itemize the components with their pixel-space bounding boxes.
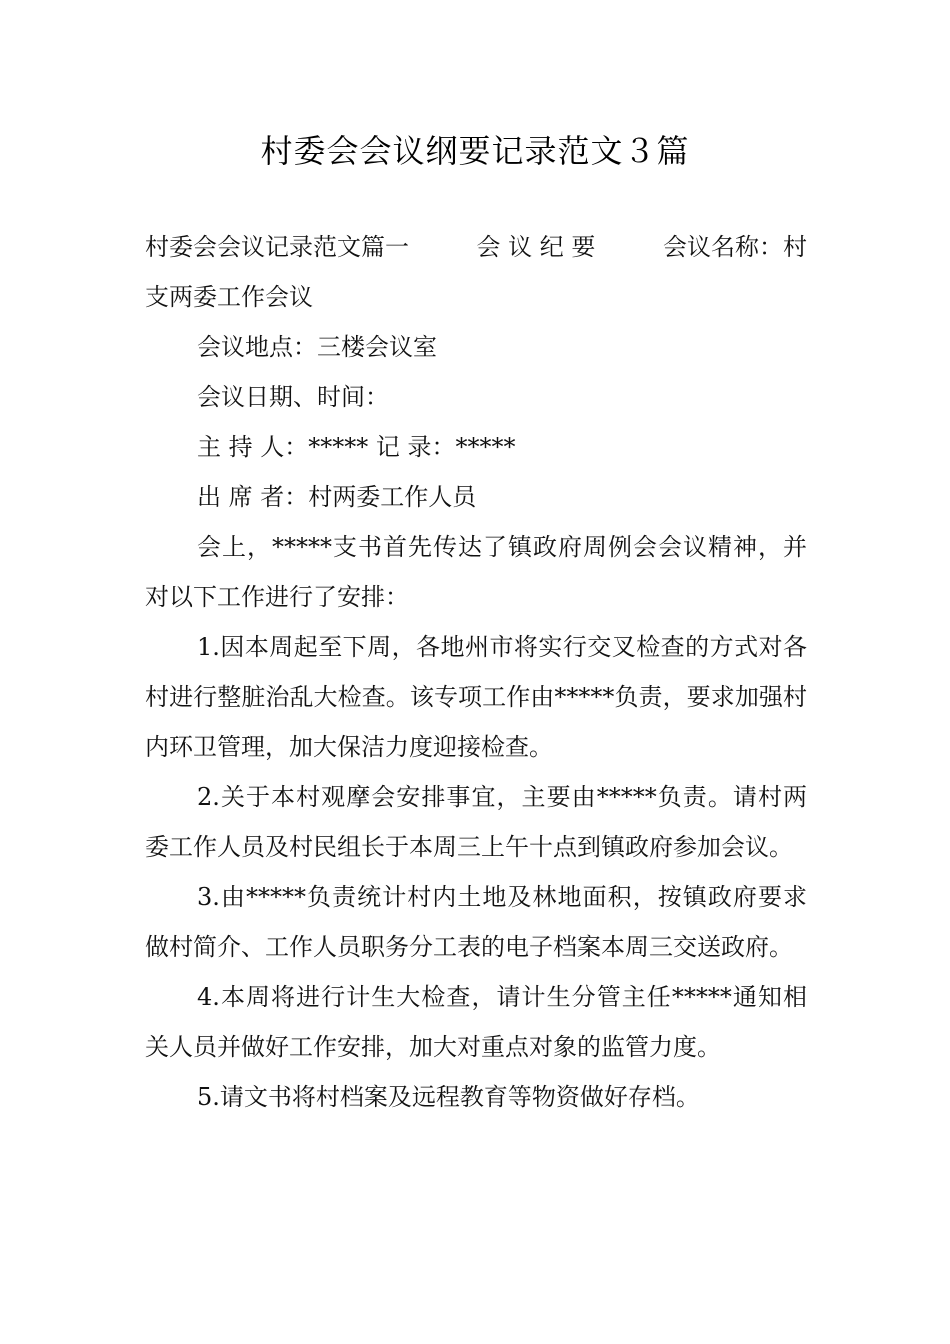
- field-location: 会议地点：三楼会议室: [197, 333, 437, 361]
- intro-minutes-label: 会 议 纪 要: [476, 233, 596, 261]
- paragraph-opening: 会上，*****支书首先传达了镇政府周例会会议精神，并对以下工作进行了安排：: [145, 533, 807, 611]
- document-title: 村委会会议纲要记录范文３篇: [260, 132, 690, 170]
- paragraph-item-5: 5.请文书将村档案及远程教育等物资做好存档。: [197, 1083, 700, 1111]
- intro-meeting-name: 会议名称：村: [662, 233, 807, 261]
- field-host-recorder: 主 持 人：***** 记 录：*****: [197, 433, 516, 461]
- paragraph-item-4: 4.本周将进行计生大检查，请计生分管主任*****通知相关人员并做好工作安排，加大对重点对象的监管力度。: [145, 983, 807, 1061]
- paragraph-item-1: 1.因本周起至下周，各地州市将实行交叉检查的方式对各村进行整脏治乱大检查。该专项工作由*****负责，要求加强村内环卫管理，加大保洁力度迎接检查。: [145, 633, 807, 761]
- intro-line-continued: 支两委工作会议: [145, 283, 313, 311]
- paragraph-item-2: 2.关于本村观摩会安排事宜，主要由*****负责。请村两委工作人员及村民组长于本周三上午十点到镇政府参加会议。: [145, 783, 807, 861]
- document-body: [145, 222, 807, 1122]
- field-date-time: 会议日期、时间：: [197, 383, 389, 411]
- paragraph-item-3: 3.由*****负责统计村内土地及林地面积，按镇政府要求做村简介、工作人员职务分工表的电子档案本周三交送政府。: [145, 883, 807, 961]
- field-attendees: 出 席 者：村两委工作人员: [197, 483, 477, 511]
- intro-line: [145, 222, 807, 272]
- intro-heading: 村委会会议记录范文篇一: [145, 233, 409, 261]
